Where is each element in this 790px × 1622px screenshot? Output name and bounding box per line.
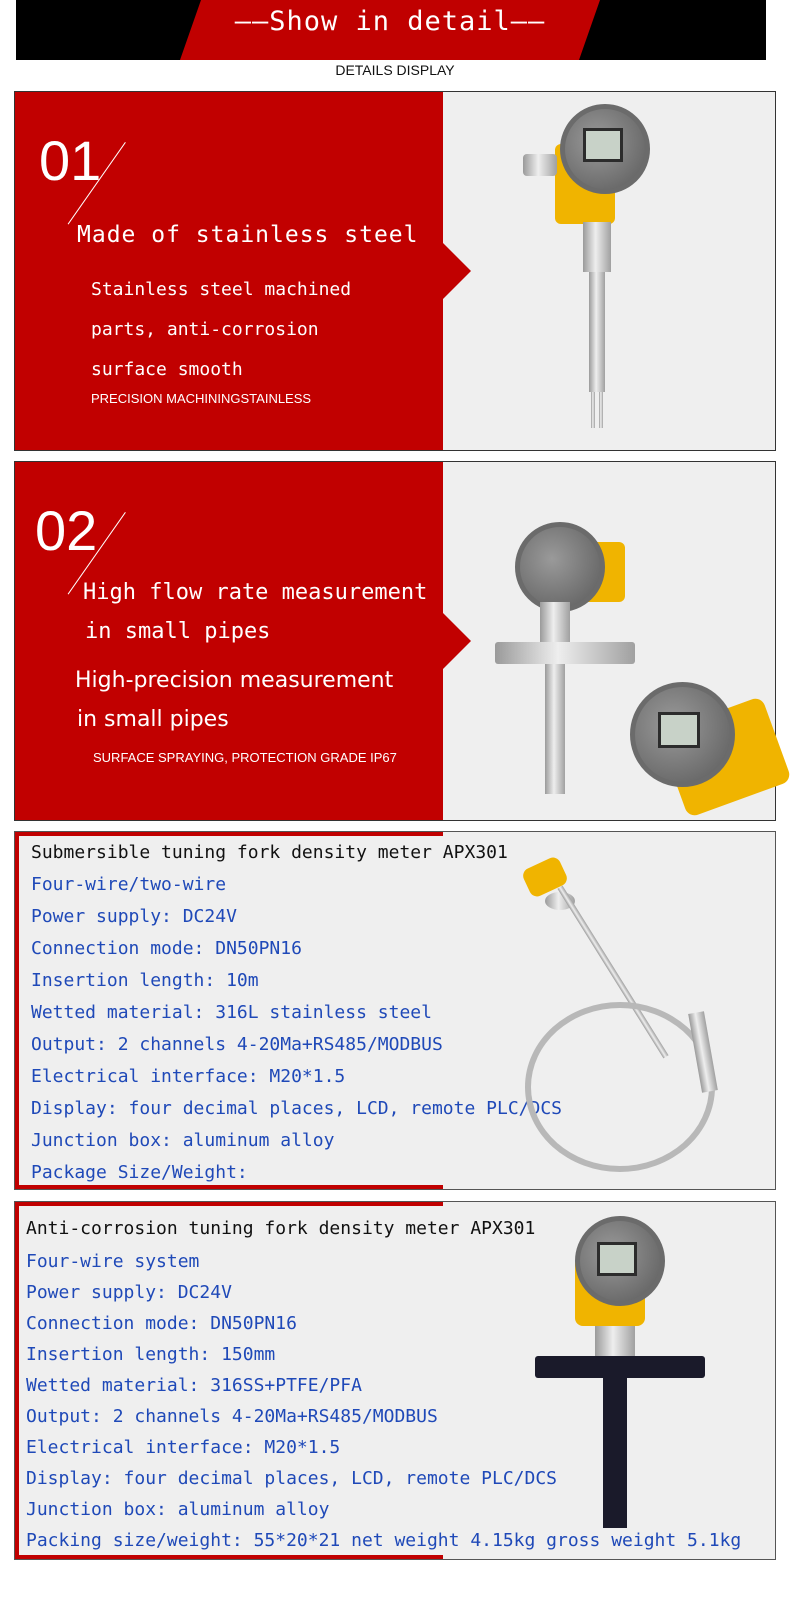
spec-item: Connection mode: DN50PN16 [26, 1313, 297, 1334]
spec-item: Junction box: aluminum alloy [26, 1499, 330, 1520]
section-line: parts, anti-corrosion [91, 319, 319, 340]
spec-item: Four-wire/two-wire [31, 874, 227, 895]
spec-item: Wetted material: 316SS+PTFE/PFA [26, 1375, 362, 1396]
page-title: ——Show in detail—— [234, 6, 546, 37]
spec-section-anti-corrosion [14, 1201, 776, 1560]
spec-item: Electrical interface: M20*1.5 [26, 1437, 341, 1458]
spec-item: Power supply: DC24V [31, 906, 237, 927]
spec-item: Four-wire system [26, 1251, 200, 1272]
meter-closeup-photo [630, 682, 780, 822]
section-caption: PRECISION MACHININGSTAINLESS [91, 391, 312, 406]
spec-item: Display: four decimal places, LCD, remote PLC/DCS [26, 1468, 558, 1489]
feature-red-panel [15, 92, 443, 450]
spec-title: Anti-corrosion tuning fork density meter APX301 [26, 1218, 536, 1239]
spec-item: Power supply: DC24V [26, 1282, 232, 1303]
feature-red-panel [15, 462, 443, 820]
feature-section-01 [14, 91, 776, 451]
spec-item: Packing size/weight: 55*20*21 net weight 4.15kg gross weight 5.1kg [26, 1530, 742, 1551]
section-number: 01 [39, 129, 102, 192]
spec-item: Wetted material: 316L stainless steel [31, 1002, 432, 1023]
section-heading: High flow rate measurement [83, 580, 428, 605]
section-number: 02 [35, 499, 98, 562]
section-heading: in small pipes [85, 619, 271, 644]
feature-section-02 [14, 461, 776, 821]
submersible-meter-photo [515, 852, 755, 1172]
section-caption: SURFACE SPRAYING, PROTECTION GRADE IP67 [93, 750, 397, 765]
spec-item: Output: 2 channels 4-20Ma+RS485/MODBUS [26, 1406, 438, 1427]
section-line: in small pipes [77, 707, 229, 732]
section-line: surface smooth [91, 359, 243, 380]
spec-item: Junction box: aluminum alloy [31, 1130, 335, 1151]
density-meter-photo [515, 104, 665, 434]
spec-item: Insertion length: 150mm [26, 1344, 276, 1365]
spec-item: Connection mode: DN50PN16 [31, 938, 302, 959]
flanged-meter-photo [485, 502, 645, 802]
spec-item: Output: 2 channels 4-20Ma+RS485/MODBUS [31, 1034, 443, 1055]
anti-corrosion-meter-photo [535, 1216, 715, 1536]
spec-item: Insertion length: 10m [31, 970, 259, 991]
spec-item: Electrical interface: M20*1.5 [31, 1066, 346, 1087]
spec-title: Submersible tuning fork density meter APX301 [31, 842, 508, 863]
section-line: Stainless steel machined [91, 279, 352, 300]
section-line: High-precision measurement [75, 668, 394, 693]
page-subtitle: DETAILS DISPLAY [335, 62, 455, 78]
section-heading: Made of stainless steel [77, 222, 419, 248]
spec-item: Display: four decimal places, LCD, remote PLC/DCS [31, 1098, 563, 1119]
spec-item: Package Size/Weight: [31, 1162, 248, 1183]
spec-section-submersible [14, 831, 776, 1190]
